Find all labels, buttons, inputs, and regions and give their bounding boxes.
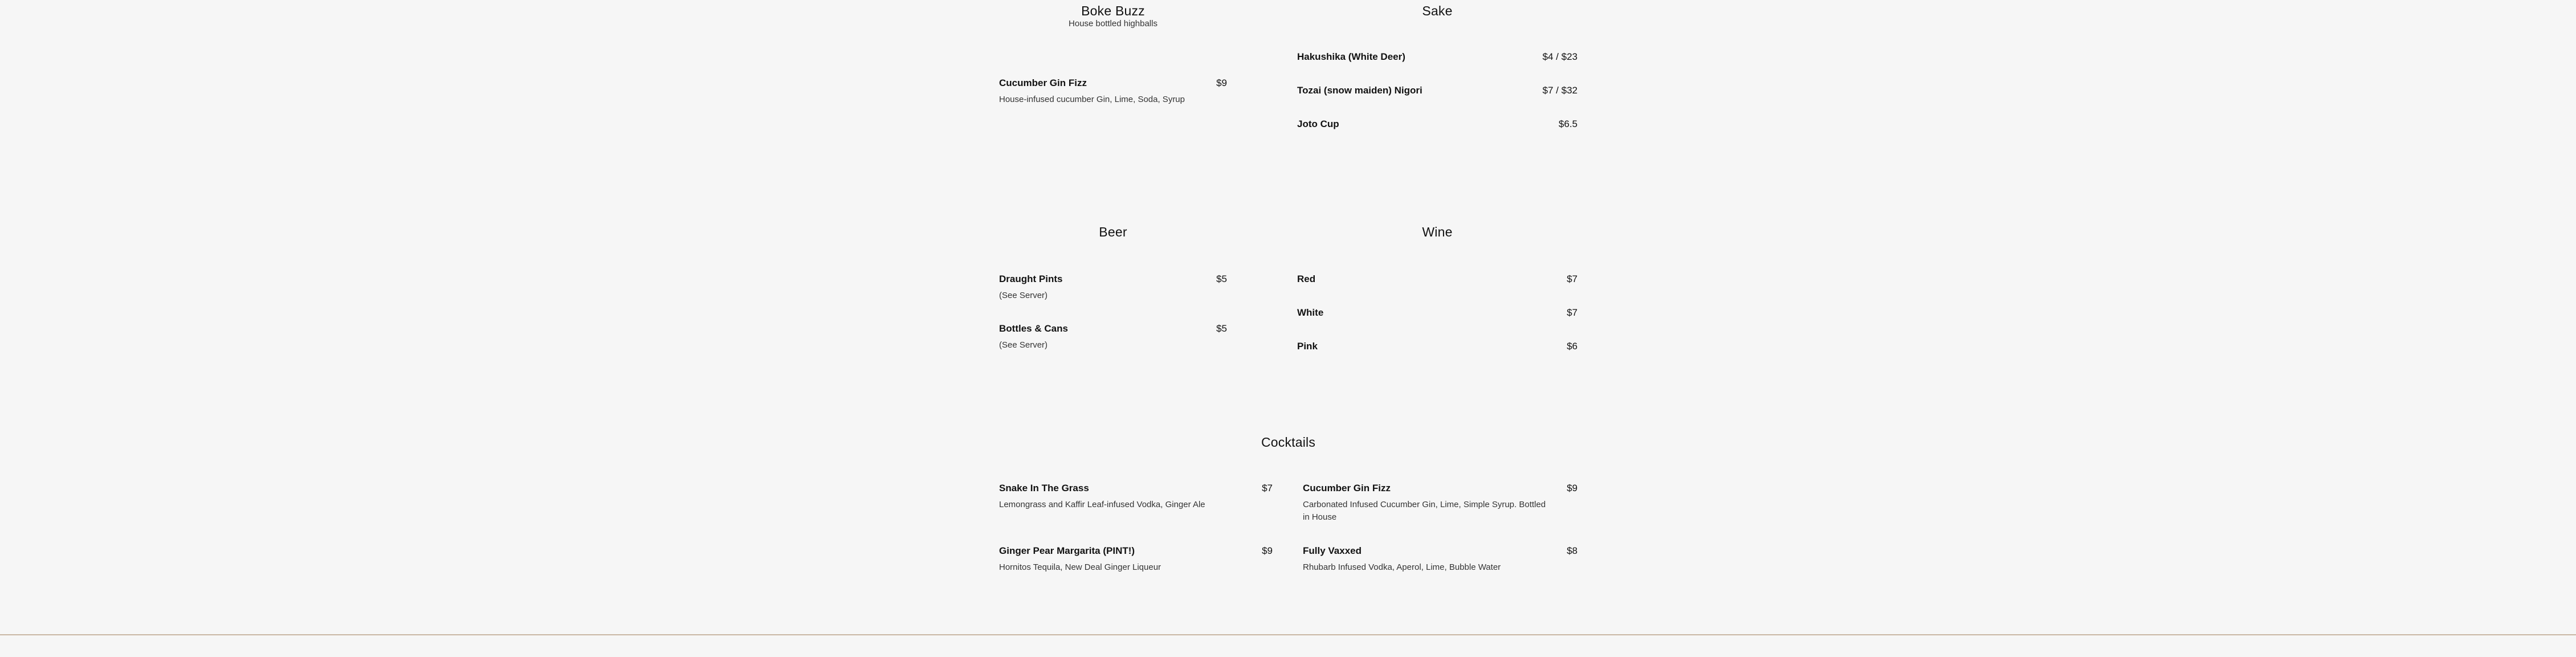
item-name: Bottles & Cans xyxy=(999,323,1068,334)
cocktails-title: Cocktails xyxy=(1261,435,1316,450)
boke-buzz-title: Boke Buzz xyxy=(1081,3,1145,18)
item-name: Draught Pints xyxy=(999,274,1063,284)
item-price: $7 / $32 xyxy=(1542,85,1578,96)
item-name: Cucumber Gin Fizz xyxy=(1303,483,1391,493)
item-name: Fully Vaxxed xyxy=(1303,545,1362,556)
menu-item xyxy=(999,77,1227,106)
item-description: (See Server) xyxy=(999,291,1048,300)
menu-item xyxy=(999,545,1273,574)
item-name: White xyxy=(1297,307,1324,318)
wine-title: Wine xyxy=(1422,225,1453,239)
footer-divider xyxy=(0,634,2576,635)
item-price: $5 xyxy=(1216,323,1227,334)
sake-title: Sake xyxy=(1422,3,1453,18)
item-name: Tozai (snow maiden) Nigori xyxy=(1297,85,1422,96)
item-price: $7 xyxy=(1262,483,1273,493)
item-price: $6.5 xyxy=(1558,119,1578,129)
item-price: $4 / $23 xyxy=(1542,51,1578,62)
item-price: $5 xyxy=(1216,274,1227,284)
item-price: $7 xyxy=(1567,307,1578,318)
menu-item xyxy=(1297,274,1578,285)
menu-item xyxy=(1297,51,1578,63)
item-price: $9 xyxy=(1216,77,1227,88)
menu-item xyxy=(1297,341,1578,352)
menu-item xyxy=(1303,483,1578,524)
item-name: Hakushika (White Deer) xyxy=(1297,51,1405,62)
item-description: (See Server) xyxy=(999,340,1048,350)
item-description: Lemongrass and Kaffir Leaf-infused Vodka, Ginger Ale xyxy=(999,500,1205,509)
cocktails-section xyxy=(999,431,1578,602)
menu-item xyxy=(999,323,1227,352)
item-price: $7 xyxy=(1567,274,1578,284)
item-name: Red xyxy=(1297,274,1316,284)
item-description: Hornitos Tequila, New Deal Ginger Liqueur xyxy=(999,562,1161,572)
menu-item xyxy=(1297,307,1578,319)
item-price: $9 xyxy=(1567,483,1578,493)
menu-item xyxy=(999,274,1227,302)
middle-section-row xyxy=(999,221,1578,392)
item-description: House-infused cucumber Gin, Lime, Soda, Syrup xyxy=(999,95,1185,104)
item-price: $6 xyxy=(1567,341,1578,352)
beer-title: Beer xyxy=(1099,225,1127,239)
item-description: Rhubarb Infused Vodka, Aperol, Lime, Bubble Water xyxy=(1303,562,1501,572)
item-description: Carbonated Infused Cucumber Gin, Lime, Simple Syrup. Bottled in House xyxy=(1303,500,1546,522)
item-name: Cucumber Gin Fizz xyxy=(999,77,1087,88)
menu-item xyxy=(1297,119,1578,130)
item-price: $9 xyxy=(1262,545,1273,556)
menu-item xyxy=(1303,545,1578,574)
item-name: Snake In The Grass xyxy=(999,483,1089,493)
boke-buzz-subtitle: House bottled highballs xyxy=(1069,19,1157,28)
item-price: $8 xyxy=(1567,545,1578,556)
menu-item xyxy=(999,483,1273,511)
top-section-row xyxy=(999,0,1578,171)
item-name: Ginger Pear Margarita (PINT!) xyxy=(999,545,1135,556)
item-name: Joto Cup xyxy=(1297,119,1339,129)
item-name: Pink xyxy=(1297,341,1318,352)
menu-item xyxy=(1297,85,1578,96)
